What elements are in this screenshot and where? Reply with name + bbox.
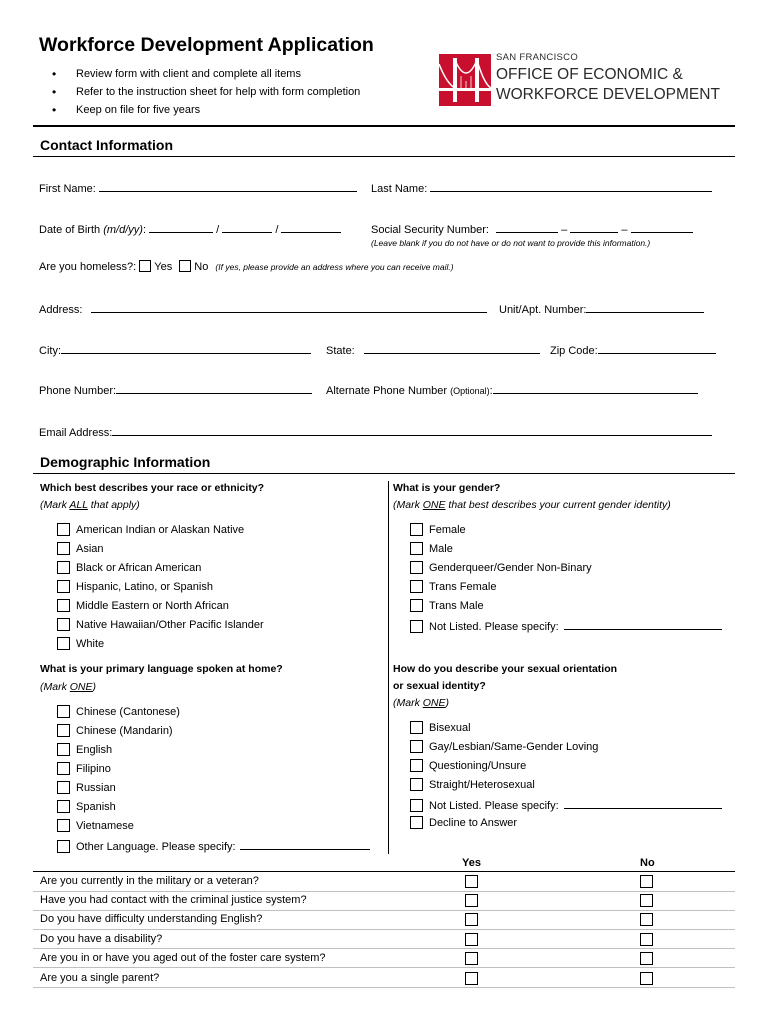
ssn-field [371,221,693,236]
state-label: State: [326,345,355,357]
no-column-header: No [640,857,655,869]
orientation-checkbox[interactable] [410,816,423,829]
dob-year-input[interactable] [281,221,341,233]
language-checkbox[interactable] [57,743,70,756]
address-label: Address: [39,304,83,316]
demographic-section-title: Demographic Information [40,454,211,470]
race-option-label: Middle Eastern or North African [76,600,229,612]
dob-field: Date of Birth (m/d/yy): / / [39,221,341,236]
ssn-separator: – [621,224,628,236]
yes-no-question: Do you have a disability? [40,933,163,945]
phone-label: Phone Number: [39,385,117,397]
homeless-field [39,260,454,273]
language-option[interactable] [57,724,173,737]
zip-label: Zip Code: [550,345,598,357]
orientation-option-label: Bisexual [429,722,471,734]
race-option-label: Asian [76,543,104,555]
alt-phone-field: Alternate Phone Number (Optional): [326,382,698,397]
gender-checkbox[interactable] [410,580,423,593]
race-option[interactable] [57,580,213,593]
yes-no-question: Do you have difficulty understanding English? [40,913,263,925]
unit-field [499,301,704,316]
row-divider [33,948,735,949]
instruction-item: • Keep on file for five years [52,102,360,120]
race-checkbox[interactable] [57,580,70,593]
no-checkbox[interactable] [640,952,653,965]
language-option-label: Russian [76,782,116,794]
yes-no-table-rule [33,871,735,872]
race-option[interactable] [57,523,244,536]
homeless-no-label: No [194,261,209,273]
gender-option-label: Trans Female [429,581,497,593]
yes-checkbox[interactable] [465,952,478,965]
orientation-checkbox[interactable] [410,740,423,753]
state-input[interactable] [364,342,540,354]
orientation-checkbox[interactable] [410,778,423,791]
city-field [39,342,311,357]
yes-checkbox[interactable] [465,875,478,888]
orientation-option[interactable] [410,797,722,812]
gender-instruction-emphasis: ONE [422,499,446,511]
gender-option[interactable] [410,561,592,574]
orientation-option-label: Decline to Answer [429,817,518,829]
contact-section-rule [33,156,735,157]
race-option[interactable] [57,599,229,612]
gender-checkbox[interactable] [410,542,423,555]
no-checkbox[interactable] [640,972,653,985]
orientation-option[interactable] [410,778,535,791]
language-option-label: Spanish [76,801,116,813]
orientation-option-label: Questioning/Unsure [429,760,527,772]
phone-field [39,382,312,397]
form-title: Workforce Development Application [39,34,374,56]
no-checkbox[interactable] [640,913,653,926]
unit-input[interactable] [586,301,704,313]
language-checkbox[interactable] [57,724,70,737]
yes-checkbox[interactable] [465,933,478,946]
orientation-option[interactable] [410,740,598,753]
yes-checkbox[interactable] [465,913,478,926]
language-checkbox[interactable] [57,781,70,794]
logo-line-office: OFFICE OF ECONOMIC & [496,66,683,83]
ssn-separator: – [561,224,568,236]
gender-option-label: Genderqueer/Gender Non-Binary [429,562,592,574]
orientation-instruction-emphasis: ONE [422,697,446,709]
race-instruction-post: that apply) [87,499,140,511]
race-option-label: White [76,638,105,650]
language-option-label: Chinese (Mandarin) [76,725,173,737]
language-checkbox[interactable] [57,705,70,718]
orientation-question-cont: or sexual identity? [393,680,486,692]
gender-checkbox[interactable] [410,620,423,633]
orientation-checkbox[interactable] [410,799,423,812]
gender-instruction-pre: (Mark [393,499,423,511]
race-instruction [40,499,140,511]
race-checkbox[interactable] [57,599,70,612]
orientation-option-label: Straight/Heterosexual [429,779,535,791]
gender-checkbox[interactable] [410,599,423,612]
no-checkbox[interactable] [640,875,653,888]
logo-line-workforce: WORKFORCE DEVELOPMENT [496,86,720,103]
no-checkbox[interactable] [640,933,653,946]
yes-checkbox[interactable] [465,972,478,985]
first-name-label: First Name: [39,183,96,195]
language-option-label: Other Language. Please specify: [76,841,236,853]
demographic-section-rule [33,473,735,474]
last-name-label: Last Name: [371,183,428,195]
gender-checkbox[interactable] [410,523,423,536]
gender-question: What is your gender? [393,482,501,494]
gender-option-label: Male [429,543,453,555]
race-instruction-emphasis: ALL [69,499,88,511]
gender-option-label: Trans Male [429,600,484,612]
zip-input[interactable] [598,342,716,354]
gender-specify-input[interactable] [564,618,722,630]
row-divider [33,967,735,968]
language-option[interactable] [57,762,111,775]
phone-input[interactable] [116,382,312,394]
instruction-item: • Review form with client and complete all items [52,66,360,84]
race-checkbox[interactable] [57,523,70,536]
race-option[interactable] [57,542,104,555]
yes-checkbox[interactable] [465,894,478,907]
no-checkbox[interactable] [640,894,653,907]
language-option[interactable] [57,781,116,794]
race-checkbox[interactable] [57,618,70,631]
gender-instruction [393,499,671,511]
alt-phone-label: Alternate Phone Number [326,385,448,397]
race-option-label: Hispanic, Latino, or Spanish [76,581,213,593]
language-instruction-emphasis: ONE [69,681,93,693]
oewd-logo [439,52,729,108]
yes-no-question: Are you a single parent? [40,972,160,984]
orientation-option[interactable] [410,759,526,772]
homeless-no-checkbox[interactable] [179,260,191,272]
address-field [39,301,487,316]
zip-field [550,342,716,357]
yes-no-question: Are you currently in the military or a veteran? [40,875,259,887]
dob-label: Date of Birth [39,224,101,236]
race-option-label: Black or African American [76,562,202,574]
dob-separator: / [275,224,279,236]
orientation-specify-input[interactable] [564,797,722,809]
dob-day-input[interactable] [222,221,272,233]
language-option[interactable] [57,743,112,756]
golden-gate-bridge-icon [439,54,491,106]
first-name-input[interactable] [99,180,357,192]
address-input[interactable] [91,301,487,313]
orientation-instruction-post: ) [445,697,450,709]
language-checkbox[interactable] [57,762,70,775]
email-input[interactable] [112,424,712,436]
last-name-field [371,180,712,195]
language-option-label: English [76,744,113,756]
language-instruction [40,681,96,693]
gender-option-label: Not Listed. Please specify: [429,621,559,633]
dob-month-input[interactable] [149,221,213,233]
gender-option[interactable] [410,618,722,633]
language-option[interactable] [57,838,370,853]
ssn-note: (Leave blank if you do not have or do not want to provide this information.) [371,238,651,248]
race-option[interactable] [57,637,104,650]
row-divider [33,910,735,911]
yes-column-header: Yes [462,857,481,869]
gender-checkbox[interactable] [410,561,423,574]
race-checkbox[interactable] [57,542,70,555]
orientation-checkbox[interactable] [410,721,423,734]
last-name-input[interactable] [430,180,712,192]
homeless-note: (If yes, please provide an address where you can receive mail.) [215,262,454,272]
header-divider [33,125,735,127]
city-input[interactable] [61,342,311,354]
language-option[interactable] [57,819,134,832]
language-checkbox[interactable] [57,840,70,853]
logo-line-city: SAN FRANCISCO [496,52,579,63]
race-instruction-pre: (Mark [40,499,70,511]
language-instruction-pre: (Mark [40,681,70,693]
gender-option[interactable] [410,599,484,612]
language-option-label: Chinese (Cantonese) [76,706,180,718]
alt-phone-optional: (Optional) [450,386,490,396]
gender-option[interactable] [410,580,496,593]
language-option[interactable] [57,800,116,813]
race-checkbox[interactable] [57,637,70,650]
email-field [39,424,712,439]
state-field [326,342,540,357]
ssn-part2-input[interactable] [570,221,618,233]
gender-instruction-post: that best describes your current gender identity) [445,499,671,511]
orientation-option-label: Not Listed. Please specify: [429,800,559,812]
ssn-part1-input[interactable] [496,221,558,233]
race-checkbox[interactable] [57,561,70,574]
orientation-option-label: Gay/Lesbian/Same-Gender Loving [429,741,599,753]
homeless-yes-checkbox[interactable] [139,260,151,272]
race-option[interactable] [57,618,264,631]
race-question: Which best describes your race or ethnicity? [40,482,265,494]
homeless-yes-label: Yes [154,261,173,273]
row-divider [33,987,735,988]
row-divider [33,929,735,930]
language-instruction-post: ) [92,681,97,693]
dob-format-hint: (m/d/yy) [103,224,143,236]
language-question: What is your primary language spoken at home? [40,663,283,675]
row-divider [33,891,735,892]
yes-no-question: Have you had contact with the criminal justice system? [40,894,307,906]
contact-section-title: Contact Information [40,137,173,153]
race-option-label: Native Hawaiian/Other Pacific Islander [76,619,264,631]
orientation-checkbox[interactable] [410,759,423,772]
instructions-list [52,66,360,120]
orientation-option[interactable] [410,816,517,829]
ssn-label: Social Security Number: [371,224,489,236]
language-specify-input[interactable] [240,838,370,850]
orientation-option[interactable] [410,721,471,734]
language-checkbox[interactable] [57,800,70,813]
city-label: City: [39,345,61,357]
language-checkbox[interactable] [57,819,70,832]
unit-label: Unit/Apt. Number: [499,304,587,316]
gender-option-label: Female [429,524,466,536]
homeless-label: Are you homeless?: [39,261,137,273]
race-option[interactable] [57,561,201,574]
language-option-label: Filipino [76,763,111,775]
demographic-column-divider [388,481,389,854]
email-label: Email Address: [39,427,113,439]
yes-no-question: Are you in or have you aged out of the foster care system? [40,952,326,964]
gender-option[interactable] [410,523,466,536]
instruction-item: • Refer to the instruction sheet for help with form completion [52,84,360,102]
gender-option[interactable] [410,542,453,555]
first-name-field [39,180,357,195]
language-option[interactable] [57,705,180,718]
orientation-instruction [393,697,449,709]
race-option-label: American Indian or Alaskan Native [76,524,245,536]
dob-separator: / [216,224,220,236]
language-option-label: Vietnamese [76,820,134,832]
orientation-instruction-pre: (Mark [393,697,423,709]
ssn-part3-input[interactable] [631,221,693,233]
alt-phone-input[interactable] [493,382,698,394]
orientation-question: How do you describe your sexual orientation [393,663,618,675]
